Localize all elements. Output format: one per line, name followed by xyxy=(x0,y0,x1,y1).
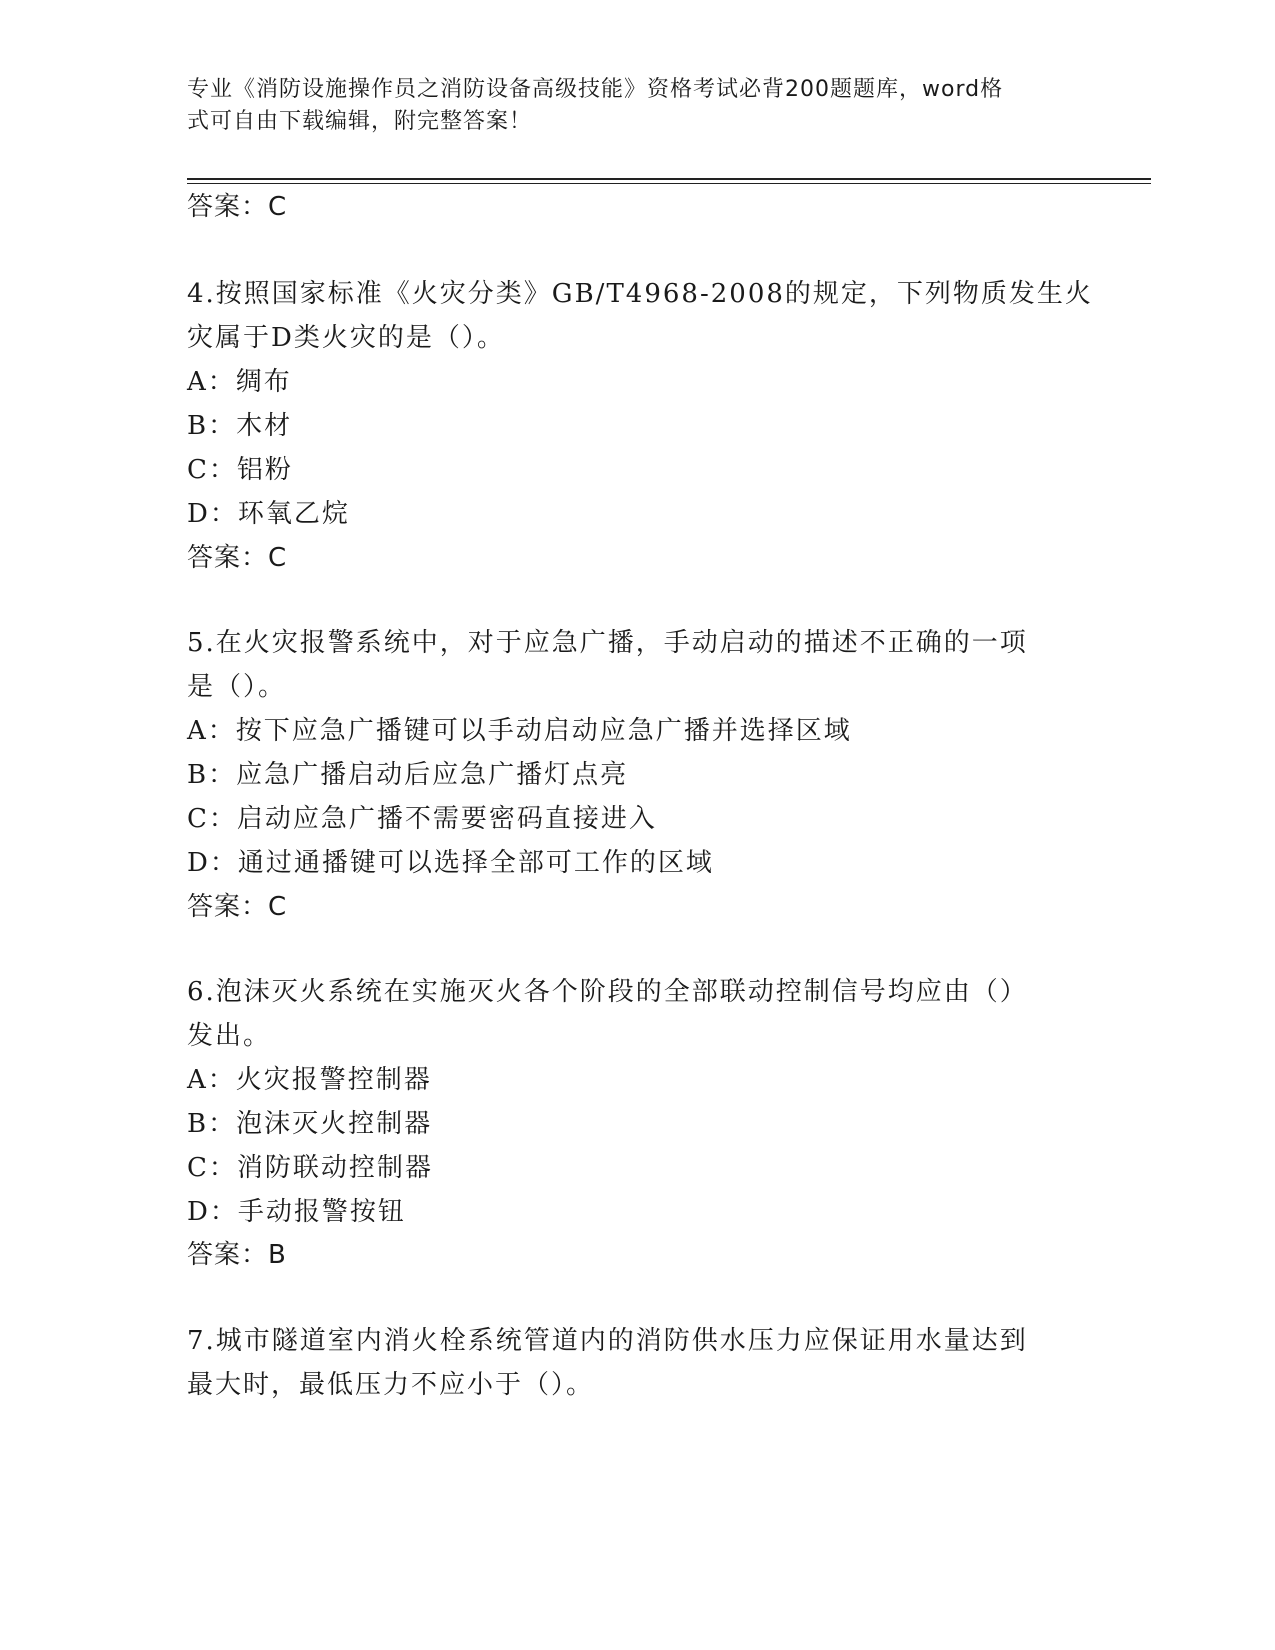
header-line-1: 专业《消防设施操作员之消防设备高级技能》资格考试必背200题题库，word格 xyxy=(187,77,1004,102)
header-line-2: 式可自由下载编辑，附完整答案！ xyxy=(187,109,533,134)
question-6-stem-line-2: 发出。 xyxy=(187,1021,272,1051)
previous-answer: 答案：C xyxy=(187,192,288,222)
question-6-option-d: D：手动报警按钮 xyxy=(187,1197,406,1227)
question-4-stem-line-1: 4.按照国家标准《火灾分类》GB/T4968-2008的规定，下列物质发生火 xyxy=(187,279,1093,309)
question-4-stem-line-2: 灾属于D类火灾的是（）。 xyxy=(187,323,505,353)
question-5-answer: 答案：C xyxy=(187,892,288,922)
question-6-option-a: A：火灾报警控制器 xyxy=(187,1065,432,1095)
question-6-stem-line-1: 6.泡沫灭火系统在实施灭火各个阶段的全部联动控制信号均应由（） xyxy=(187,977,1028,1007)
question-7-stem-line-2: 最大时，最低压力不应小于（）。 xyxy=(187,1370,595,1400)
question-4-option-a: A：绸布 xyxy=(187,367,292,397)
question-4-option-c: C：铝粉 xyxy=(187,455,293,485)
question-5-option-c: C：启动应急广播不需要密码直接进入 xyxy=(187,804,657,834)
question-5-stem-line-2: 是（）。 xyxy=(187,672,287,702)
question-5-option-a: A：按下应急广播键可以手动启动应急广播并选择区域 xyxy=(187,716,852,746)
header-divider-thin xyxy=(187,183,1151,184)
question-5-option-b: B：应急广播启动后应急广播灯点亮 xyxy=(187,760,629,790)
question-5-stem-line-1: 5.在火灾报警系统中，对于应急广播，手动启动的描述不正确的一项 xyxy=(187,628,1028,658)
question-6-option-c: C：消防联动控制器 xyxy=(187,1153,433,1183)
question-6-option-b: B：泡沫灭火控制器 xyxy=(187,1109,433,1139)
header-divider-thick xyxy=(187,178,1151,180)
question-4-answer: 答案：C xyxy=(187,543,288,573)
document-header xyxy=(187,74,1087,138)
question-4-option-d: D：环氧乙烷 xyxy=(187,499,350,529)
question-5-option-d: D：通过通播键可以选择全部可工作的区域 xyxy=(187,848,714,878)
question-7-stem-line-1: 7.城市隧道室内消火栓系统管道内的消防供水压力应保证用水量达到 xyxy=(187,1326,1028,1356)
question-6-answer: 答案：B xyxy=(187,1240,287,1270)
question-4-option-b: B：木材 xyxy=(187,411,293,441)
